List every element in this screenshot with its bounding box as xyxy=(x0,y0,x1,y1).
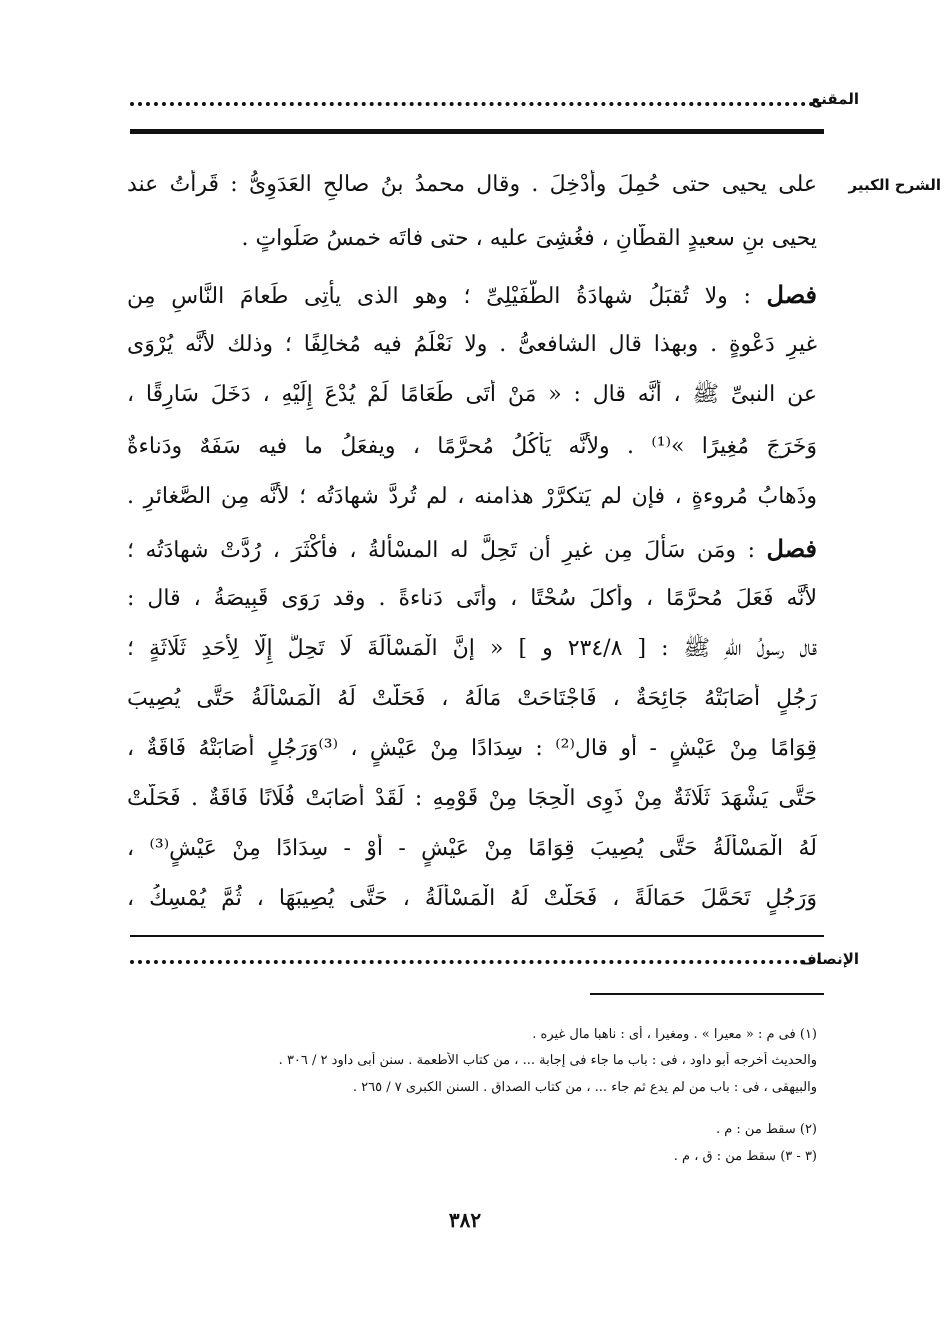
main-line-11: رَجُلٍ أَصَابَتْهُ جَائِحَةٌ ، فَاجْتَاحَتْ مَالَهُ ، فَحَلَّتْ لَهُ الْمَسْأَلَةُ حَتَّى يُصِيبَ xyxy=(127,686,817,711)
footnote-1-cont-b: والبيهقى ، فى : باب من لم يدع ثم جاء ... ، من كتاب الصداق . السنن الكبرى ٧ / ٢٦٥ . xyxy=(352,1080,817,1095)
footnote-2: (٢) سقط من : م . xyxy=(715,1122,817,1137)
header-rule xyxy=(130,129,824,134)
main-line-10: قال رسولُ اللهِ ﷺ : [ ٢٣٤/٨ و ] « إنَّ الْمَسْأَلَةَ لَا تَحِلُّ إِلَّا لِأَحَدِ ثَلَاثَةٍ ؛ xyxy=(127,636,817,661)
main-line-13: حَتَّى يَشْهَدَ ثَلَاثَةٌ مِنْ ذَوِى الْحِجَا مِنْ قَوْمِهِ : لَقَدْ أَصَابَتْ فُلَانًا فَاقَةٌ . فَحَلَّتْ xyxy=(127,786,817,811)
section-label-sharh: الشرح الكبير xyxy=(848,176,941,194)
insaf-rule xyxy=(130,935,824,937)
insaf-dotted-line xyxy=(130,960,822,964)
main-line-5: عن النبىِّ ﷺ ، أنَّه قال : « مَنْ أَتَى طَعَامًا لَمْ يُدْعَ إِلَيْهِ ، دَخَلَ سَارِقًا ، xyxy=(127,382,817,407)
main-line-14: لَهُ الْمَسْأَلَةُ حَتَّى يُصِيبَ قِوَامًا مِنْ عَيْشٍ - أَوْ - سِدَادًا مِنْ عَيْشٍ⁽³⁾ ، xyxy=(127,836,817,861)
fasl-keyword: فصل xyxy=(766,280,817,309)
main-line-3: ولا تُقبَلُ شهادَةُ الطُّفَيْلِىِّ ؛ وهو الذى يأْتِى طَعامَ النَّاسِ مِن xyxy=(127,284,728,309)
main-line-7: وذَهابُ مُروءةٍ ، فإن لم يَتكرَّرْ هذامنه ، لم تُردَّ شهادَتُه ؛ لأنَّه مِن الصَّغائرِ . xyxy=(127,484,817,509)
fasl-keyword: فصل xyxy=(766,534,817,563)
main-line-15: وَرَجُلٍ تَحَمَّلَ حَمَالَةً ، فَحَلَّتْ لَهُ الْمَسْأَلَةُ ، حَتَّى يُصِيبَهَا ، ثُمَّ يُمْسِكُ ، xyxy=(127,886,817,911)
header-dotted-line xyxy=(130,102,822,106)
footnote-3: (٣ - ٣) سقط من : ق ، م . xyxy=(673,1149,817,1164)
main-line-4: غيرِ دَعْوةٍ . وبهذا قال الشافعىُّ . ولا نَعْلَمُ فيه مُخالِفًا ؛ وذلك لأنَّه يُرْوَى xyxy=(127,332,817,357)
page-number: ٣٨٢ xyxy=(448,1208,482,1232)
footnote-1: (١) فى م : « معيرا » . ومغيرا ، أى : ناهبا مال غيره . xyxy=(532,1027,817,1042)
section-label-insaf: الإنصاف xyxy=(799,950,859,968)
main-line-1: على يحيى حتى حُمِلَ وأُدْخِلَ . وقال محمدُ بنُ صالحِ العَدَوِىُّ : قَرأْتُ عند xyxy=(127,172,817,197)
paragraph-fasl-2: فصل : ومَن سَأَلَ مِن غيرِ أن تَحِلَّ له المسْألةُ ، فأكْثَرَ ، رُدَّتْ شهادَتُه ؛ xyxy=(127,534,817,563)
main-line-6: وَخَرَجَ مُغِيرًا »⁽¹⁾ . ولأنَّه يَأْكُلُ مُحرَّمًا ، ويفعَلُ ما فيه سَفَهٌ ودَناءةٌ xyxy=(127,434,817,459)
footnote-separator xyxy=(590,993,824,995)
main-line-12: قِوَامًا مِنْ عَيْشٍ - أو قال⁽²⁾ : سِدَادًا مِنْ عَيْشٍ ، ⁽³⁾وَرَجُلٍ أَصَابَتْهُ فَاقَةٌ ، xyxy=(127,736,817,761)
paragraph-fasl-1: فصل : ولا تُقبَلُ شهادَةُ الطُّفَيْلِىِّ ؛ وهو الذى يأْتِى طَعامَ النَّاسِ مِن xyxy=(127,280,817,309)
main-line-2: يحيى بنِ سعيدٍ القطَّانِ ، فغُشِىَ عليه ، حتى فاتَه خمسُ صَلَواتٍ . xyxy=(241,226,817,251)
footnote-1-cont-a: والحديث أخرجه أبو داود ، فى : باب ما جاء فى إجابة ... ، من كتاب الأطعمة . سنن أبى داود ٢ / ٣٠٦ . xyxy=(278,1053,817,1068)
main-line-8: ومَن سَأَلَ مِن غيرِ أن تَحِلَّ له المسْألةُ ، فأكْثَرَ ، رُدَّتْ شهادَتُه ؛ xyxy=(127,538,737,563)
main-line-9: لأنَّه فَعَلَ مُحرَّمًا ، وأكلَ سُحْتًا ، وأتَى دَناءةً . وقد رَوَى قَبِيصَةُ ، قال : xyxy=(127,586,817,611)
header-label: المقنع xyxy=(811,90,859,108)
